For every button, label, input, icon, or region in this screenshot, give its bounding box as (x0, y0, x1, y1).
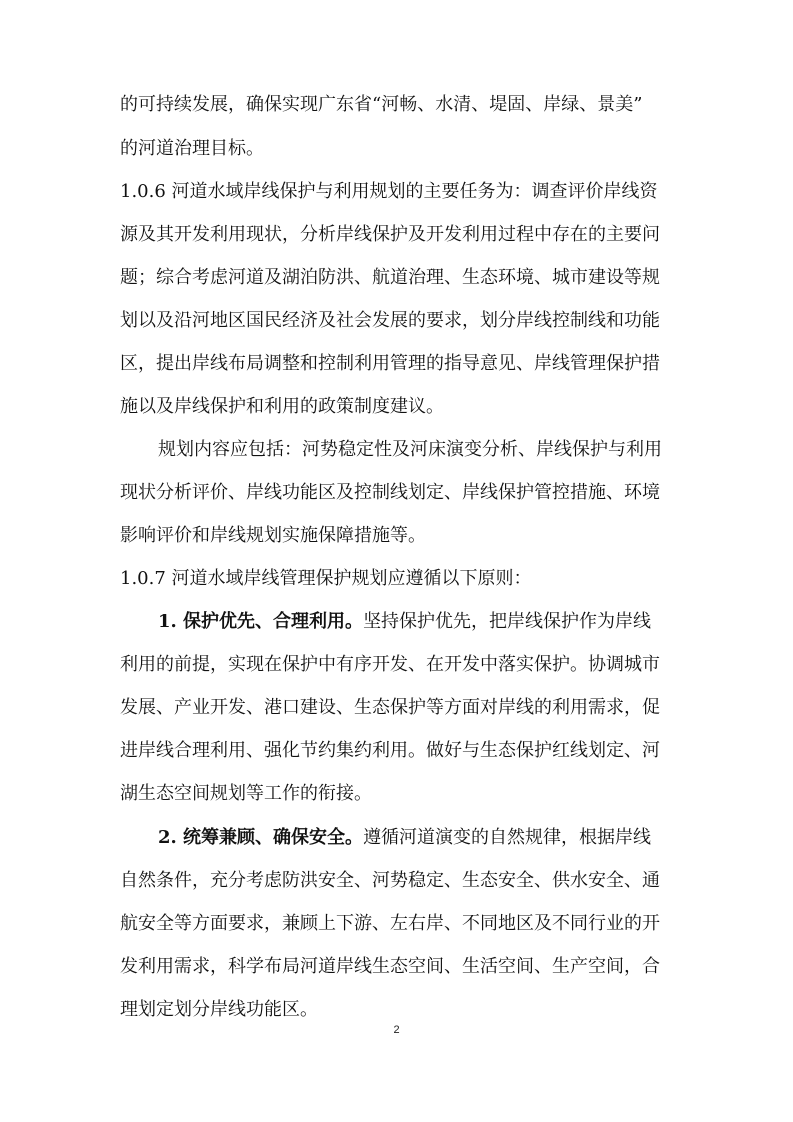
text-line: 1.0.6 河道水域岸线保护与利用规划的主要任务为：调查评价岸线资 (120, 181, 658, 202)
principle-2-first-line (158, 827, 651, 849)
text-line: 理划定划分岸线功能区。 (120, 999, 318, 1020)
page-number: 2 (393, 1024, 400, 1036)
text-line: 1.0.7 河道水域岸线管理保护规划应遵循以下原则： (120, 568, 532, 589)
principle-2-heading: 2. 统筹兼顾、确保安全。 (158, 827, 364, 848)
principle-1-text: 坚持保护优先，把岸线保护作为岸线 (363, 611, 652, 632)
text-line: 划以及沿河地区国民经济及社会发展的要求，划分岸线控制线和功能 (120, 310, 660, 331)
text-line: 的可持续发展，确保实现广东省“河畅、水清、堤固、岸绿、景美” (120, 94, 643, 115)
text-line: 影响评价和岸线规划实施保障措施等。 (120, 525, 426, 546)
principle-2-text: 遵循河道演变的自然规律，根据岸线 (363, 827, 652, 848)
text-line: 航安全等方面要求，兼顾上下游、左右岸、不同地区及不同行业的开 (120, 913, 660, 934)
text-line: 发展、产业开发、港口建设、生态保护等方面对岸线的利用需求，促 (120, 697, 660, 718)
text-line: 题；综合考虑河道及湖泊防洪、航道治理、生态环境、城市建设等规 (120, 267, 660, 288)
text-line: 发利用需求，科学布局河道岸线生态空间、生活空间、生产空间，合 (120, 956, 660, 977)
text-line: 的河道治理目标。 (120, 138, 264, 159)
text-line: 利用的前提，实现在保护中有序开发、在开发中落实保护。协调城市 (120, 654, 660, 675)
text-line: 源及其开发利用现状，分析岸线保护及开发利用过程中存在的主要问 (120, 224, 660, 245)
text-line: 施以及岸线保护和利用的政策制度建议。 (120, 396, 444, 417)
principle-1-heading: 1. 保护优先、合理利用。 (158, 611, 364, 632)
text-line: 自然条件，充分考虑防洪安全、河势稳定、生态安全、供水安全、通 (120, 870, 660, 891)
text-line: 规划内容应包括：河势稳定性及河床演变分析、岸线保护与利用 (158, 439, 662, 460)
text-line: 湖生态空间规划等工作的衔接。 (120, 783, 372, 804)
text-line: 现状分析评价、岸线功能区及控制线划定、岸线保护管控措施、环境 (120, 482, 660, 503)
text-line: 区，提出岸线布局调整和控制利用管理的指导意见、岸线管理保护措 (120, 353, 660, 374)
text-line: 进岸线合理利用、强化节约集约利用。做好与生态保护红线划定、河 (120, 740, 660, 761)
principle-1-first-line (158, 611, 651, 633)
